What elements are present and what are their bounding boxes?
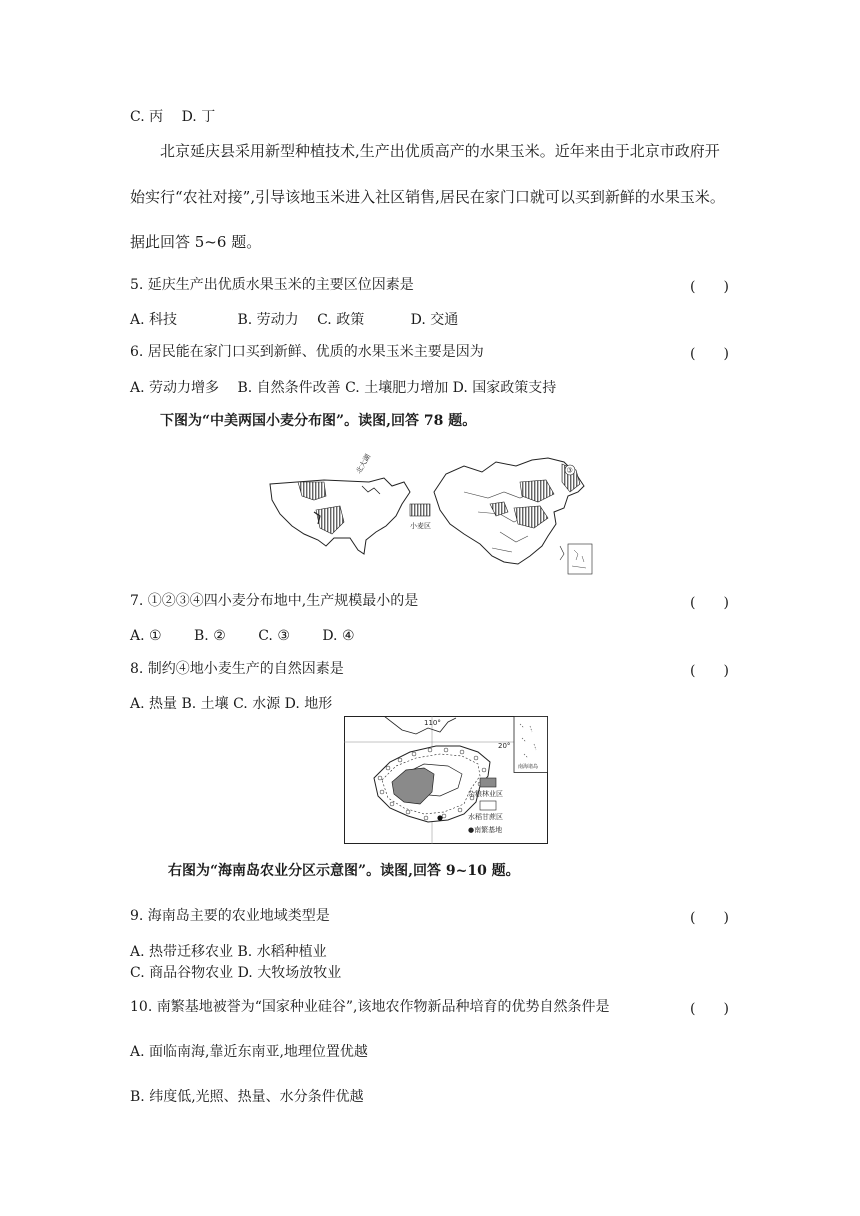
wheat-distribution-map <box>264 452 598 578</box>
intro-5-6-line-2: 始实行“农社对接”,引导该地玉米进入社区销售,居民在家门口就可以买到新鲜的水果玉米。 <box>130 188 725 206</box>
question-6-stem: 6. 居民能在家门口买到新鲜、优质的水果玉米主要是因为 <box>130 344 484 360</box>
question-9-stem: 9. 海南岛主要的农业地域类型是 <box>130 908 330 924</box>
intro-9-10: 右图为“海南岛农业分区示意图”。读图,回答 9~10 题。 <box>168 863 520 879</box>
longitude-label: 110° <box>424 719 441 727</box>
question-5-answer-blank: ( ) <box>690 279 729 295</box>
nanfan-base-marker <box>437 815 442 820</box>
question-8-options: A. 热量 B. 土壤 C. 水源 D. 地形 <box>130 696 333 712</box>
legend-label-wheat: 小麦区 <box>410 522 431 530</box>
china-outline <box>434 458 584 564</box>
previous-options: C. 丙 D. 丁 <box>130 109 216 125</box>
question-7-answer-blank: ( ) <box>690 595 729 611</box>
question-7-stem: 7. ①②③④四小麦分布地中,生产规模最小的是 <box>130 593 419 609</box>
inset-label: 南海诸岛 <box>518 764 539 770</box>
lake-label: 北大湖 <box>354 452 373 475</box>
hainan-agriculture-map <box>344 716 548 844</box>
intro-7-8: 下图为“中美两国小麦分布图”。读图,回答 78 题。 <box>160 413 477 429</box>
question-5-options: A. 科技 B. 劳动力 C. 政策 D. 交通 <box>130 312 459 328</box>
question-9-answer-blank: ( ) <box>690 910 729 926</box>
question-9-options-line-1: A. 热带迁移农业 B. 水稻种植业 <box>130 944 327 960</box>
question-10-stem: 10. 南繁基地被誉为“国家种业硅谷”,该地农作物新品种培育的优势自然条件是 <box>130 999 610 1015</box>
intro-5-6-line-3: 据此回答 5~6 题。 <box>130 233 262 251</box>
question-6-options: A. 劳动力增多 B. 自然条件改善 C. 土壤肥力增加 D. 国家政策支持 <box>130 380 557 396</box>
legend-label-nanfan-base: ●南繁基地 <box>468 826 503 834</box>
legend-swatch-wheat <box>410 504 430 516</box>
question-5-stem: 5. 延庆生产出优质水果玉米的主要区位因素是 <box>130 277 414 293</box>
region-marker-3: ③ <box>566 466 573 475</box>
question-8-stem: 8. 制约④地小麦生产的自然因素是 <box>130 661 344 677</box>
question-10-option-a: A. 面临南海,靠近东南亚,地理位置优越 <box>130 1044 368 1060</box>
legend-swatch-grain-forestry <box>480 778 496 787</box>
question-10-answer-blank: ( ) <box>690 1001 729 1017</box>
south-china-sea-inset <box>568 544 592 574</box>
intro-5-6-line-1: 北京延庆县采用新型种植技术,生产出优质高产的水果玉米。近年来由于北京市政府开 <box>160 142 720 160</box>
legend-label-rice-sugarcane: 水稻甘蔗区 <box>468 813 503 821</box>
question-9-options-line-2: C. 商品谷物农业 D. 大牧场放牧业 <box>130 965 342 981</box>
latitude-label: 20° <box>498 742 511 750</box>
question-6-answer-blank: ( ) <box>690 346 729 362</box>
question-10-option-b: B. 纬度低,光照、热量、水分条件优越 <box>130 1089 364 1105</box>
question-7-options: A. ① B. ② C. ③ D. ④ <box>130 628 355 644</box>
legend-swatch-rice-sugarcane <box>480 801 496 810</box>
question-8-answer-blank: ( ) <box>690 663 729 679</box>
legend-label-grain-forestry: 杂粮林业区 <box>468 790 503 798</box>
